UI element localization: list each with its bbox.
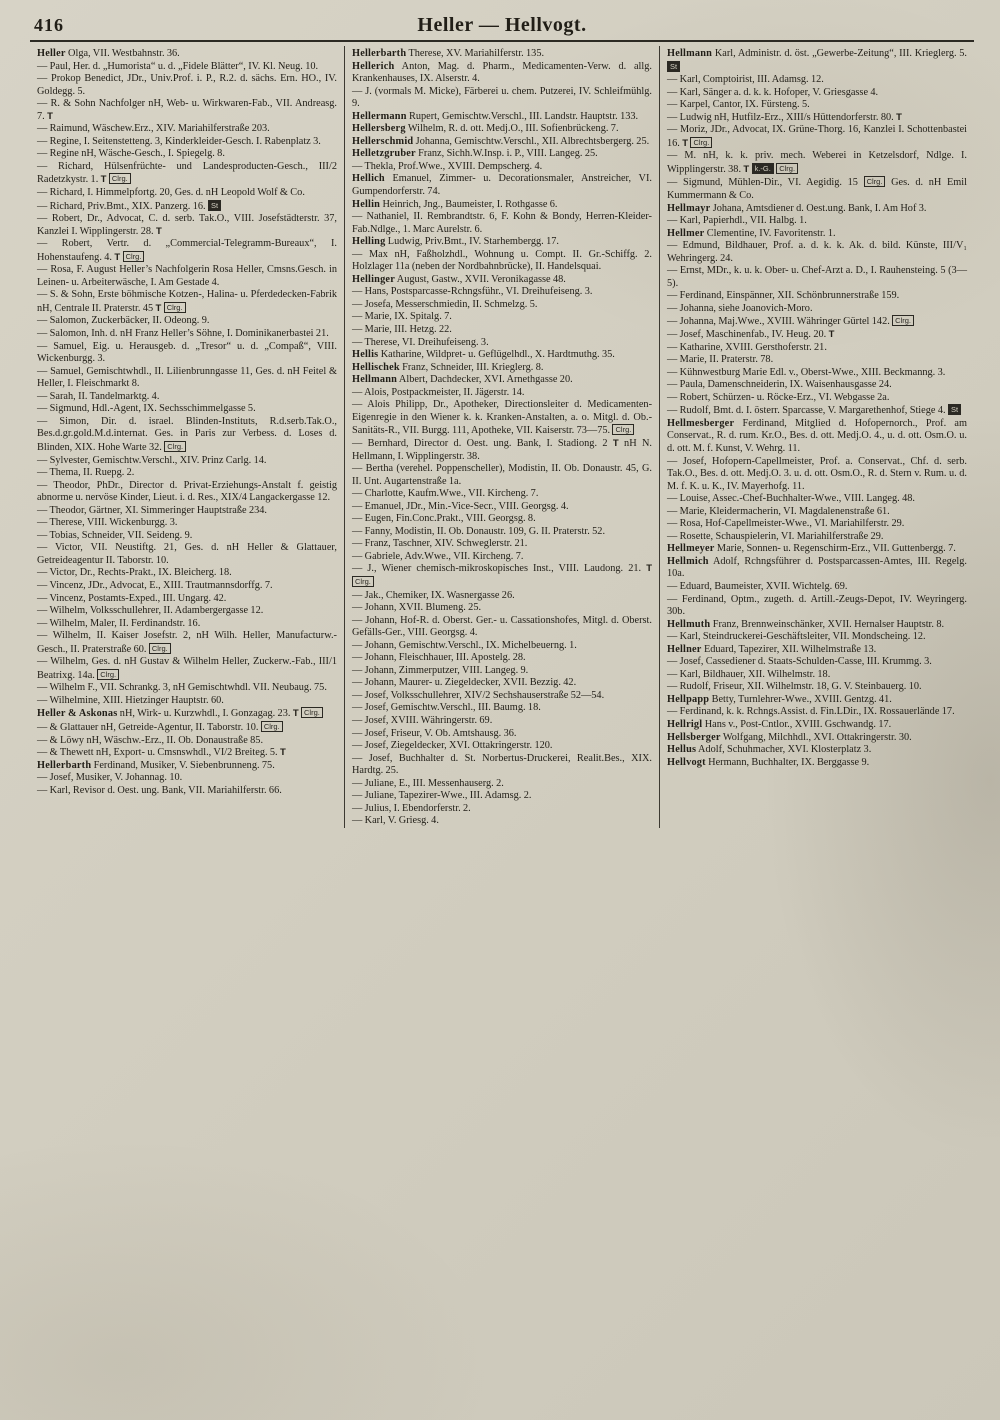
telephone-mark: T xyxy=(828,329,835,341)
directory-entry: — Tobias, Schneider, VII. Seideng. 9. xyxy=(37,529,193,541)
registry-badge: Clrg. xyxy=(690,137,712,148)
directory-entry: Hellmann Karl, Administr. d. öst. „Gewerbe-Zeitung“, III. Krieglerg. 5. St xyxy=(667,48,967,71)
directory-entry: Hellich Emanuel, Zimmer- u. Decorationsmaler, Anstreicher, VI. Gumpendorferstr. 74. xyxy=(352,173,652,198)
directory-entry: — Sarah, II. Tandelmarktg. 4. xyxy=(37,390,160,402)
directory-entry: — Karl, Sänger a. d. k. k. Hofoper, V. Griesgasse 4. xyxy=(667,86,879,98)
directory-entry: Helling Ludwig, Priv.Bmt., IV. Starhembergg. 17. xyxy=(352,236,560,248)
directory-entry: — Rosa, F. August Heller’s Nachfolgerin Rosa Heller, Cmsns.Gesch. in Leinen- u. Arbeiterwäsche, I. Am Gestade 4. xyxy=(37,264,337,288)
directory-entry: — Johann, Gemischtw.Verschl., IX. Michelbeuerng. 1. xyxy=(352,639,577,651)
directory-entry: — Fanny, Modistin, II. Ob. Donaustr. 109, G. II. Praterstr. 52. xyxy=(352,525,606,537)
directory-entry: — Sigmund, Mühlen-Dir., VI. Aegidig. 15 Clrg. Ges. d. nH Emil Kummermann & Co. xyxy=(667,177,967,202)
directory-entry: — Therese, VI. Dreihufeiseng. 3. xyxy=(352,336,489,348)
directory-entry: — Richard, Priv.Bmt., XIX. Panzerg. 16. St xyxy=(37,200,337,214)
directory-entry: Hellmuth Franz, Brennweinschänker, XVII. Hernalser Hauptstr. 8. xyxy=(667,618,945,630)
directory-entry: — Alois, Postpackmeister, II. Jägerstr. 14. xyxy=(352,386,525,398)
directory-entry: Heller & Askonas nH, Wirk- u. Kurzwhdl., I. Gonzagag. 23. T Clrg. xyxy=(37,707,337,721)
directory-entry: — Salomon, Inh. d. nH Franz Heller’s Söhne, I. Dominikanerbastei 21. xyxy=(37,328,329,340)
directory-entry: — Josef, XVIII. Währingerstr. 69. xyxy=(352,714,493,726)
directory-entry: — Karl, V. Griesg. 4. xyxy=(352,815,439,827)
directory-entry: Hellinger August, Gastw., XVII. Veronikagasse 48. xyxy=(352,273,566,285)
entry-surname: Hellich xyxy=(352,173,385,185)
directory-column-2 xyxy=(344,46,659,828)
directory-entry: — Regine, I. Seitenstetteng. 3, Kinderkleider-Gesch. I. Rabenplatz 3. xyxy=(37,135,321,147)
directory-entry: Hellerbarth Therese, XV. Mariahilferstr. 135. xyxy=(352,48,545,59)
directory-entry: — Juliane, E., III. Messenhauserg. 2. xyxy=(352,777,504,789)
telephone-mark: T xyxy=(646,563,652,575)
directory-entry: Hellin Heinrich, Jng., Baumeister, I. Rothgasse 6. xyxy=(352,198,558,210)
directory-entry: — Josef, Gemischtw.Verschl., III. Baumg. 18. xyxy=(352,702,541,714)
telephone-mark: T xyxy=(896,111,902,123)
entry-surname: Hellerbarth xyxy=(37,759,92,771)
directory-entry: — Prokop Benedict, JDr., Univ.Prof. i. P., R.2. d. sächs. Ern. HO., IV. Goldegg. 5. xyxy=(37,73,337,97)
entry-surname: Hellsberger xyxy=(667,731,721,743)
directory-entry: — Rudolf, Bmt. d. I. österr. Sparcasse, V. Margarethenhof, Stiege 4. St xyxy=(667,404,967,418)
directory-entry: — Bernhard, Director d. Oest. ung. Bank, I. Stadiong. 2 T nH N. Hellmann, I. Wipplingerstr. 38. xyxy=(352,437,652,462)
directory-entry: — Thema, II. Ruepg. 2. xyxy=(37,467,135,479)
directory-entry: Hellis Katharine, Wildpret- u. Geflügelhdl., X. Hardtmuthg. 35. xyxy=(352,349,615,361)
directory-entry: Hellerschmid Johanna, Gemischtw.Verschl., XII. Albrechtsbergerg. 25. xyxy=(352,135,650,147)
directory-entry: — & Thewett nH, Export- u. Cmsnswhdl., VI/2 Breiteg. 5. T xyxy=(37,747,286,759)
entry-surname: Hellner xyxy=(667,643,702,655)
directory-entry: — Robert, Dr., Advocat, C. d. serb. Tak.O., VIII. Josefstädterstr. 37, Kanzlei I. Wipplingerstr. 28. T xyxy=(37,213,337,237)
directory-entry: Hellmayr Johana, Amtsdiener d. Oest.ung. Bank, I. Am Hof 3. xyxy=(667,202,927,214)
directory-entry: — Victor, Dr., Rechts-Prakt., IX. Bleicherg. 18. xyxy=(37,567,232,579)
directory-entry: — Samuel, Gemischtwhdl., II. Lilienbrunngasse 11, Ges. d. nH Feitel & Heller, I. Fleischmarkt 8. xyxy=(37,365,337,390)
entry-surname: Hellmesberger xyxy=(667,417,735,429)
directory-entry: — Ferdinand, Einspänner, XII. Schönbrunnerstraße 159. xyxy=(667,290,900,302)
directory-entry: — Rosette, Schauspielerin, VI. Mariahilferstraße 29. xyxy=(667,530,884,542)
entry-surname: Hellmich xyxy=(667,555,709,567)
entry-surname: Hellersberg xyxy=(352,123,406,135)
page-number: 416 xyxy=(34,15,64,35)
directory-entry: — Wilhelm F., VII. Schrankg. 3, nH Gemischtwhdl. VII. Neubaug. 75. xyxy=(37,682,327,694)
entry-surname: Hellerbarth xyxy=(352,48,407,59)
directory-entry: Hellerbarth Ferdinand, Musiker, V. Siebenbrunneng. 75. xyxy=(37,759,275,771)
directory-entry: Hellpapp Betty, Turnlehrer-Wwe., XVIII. Gentzg. 41. xyxy=(667,693,892,705)
directory-entry: — Johanna, siehe Joanovich-Moro. xyxy=(667,302,813,314)
directory-entry: — Moriz, JDr., Advocat, IX. Grüne-Thorg. 16, Kanzlei I. Schottenbastei 16. T Clrg. xyxy=(667,124,967,149)
directory-entry: — Juliane, Tapezirer-Wwe., III. Adamsg. 2. xyxy=(352,790,532,802)
directory-entry: — Robert, Vertr. d. „Commercial-Telegramm-Bureaux“, I. Hohenstaufeng. 4. T Clrg. xyxy=(37,238,337,263)
header-rule xyxy=(30,40,974,42)
registry-badge: St xyxy=(208,200,221,211)
directory-entry: — Josef, Friseur, V. Ob. Amtshausg. 36. xyxy=(352,727,517,739)
directory-entry: — Regine nH, Wäsche-Gesch., I. Spiegelg. 8. xyxy=(37,148,225,160)
directory-entry: Hellrigl Hans v., Post-Cntlor., XVIII. Gschwandg. 17. xyxy=(667,718,892,730)
directory-entry: — Katharine, XVIII. Gersthoferstr. 21. xyxy=(667,341,827,353)
directory-entry: — Vincenz, Postamts-Exped., III. Ungarg. 42. xyxy=(37,592,227,604)
directory-entry: — Josef, Buchhalter d. St. Norbertus-Druckerei, Realit.Bes., XIX. Hardtg. 25. xyxy=(352,752,652,777)
directory-entry: — Karpel, Cantor, IX. Fürsteng. 5. xyxy=(667,99,810,111)
registry-badge: Clrg. xyxy=(97,669,119,680)
directory-entry: — Marie, III. Hetzg. 22. xyxy=(352,324,452,336)
directory-entry: — Therese, VIII. Wickenburgg. 3. xyxy=(37,517,178,529)
directory-entry: — Gabriele, Adv.Wwe., VII. Kircheng. 7. xyxy=(352,550,524,562)
directory-entry: — Louise, Assec.-Chef-Buchhalter-Wwe., VIII. Langeg. 48. xyxy=(667,493,915,505)
registry-badge: Clrg. xyxy=(149,643,171,654)
directory-entry: — Wilhelmine, XIII. Hietzinger Hauptstr. 60. xyxy=(37,694,224,706)
directory-entry: Hellischek Franz, Schneider, III. Krieglerg. 8. xyxy=(352,361,544,373)
telephone-mark: T xyxy=(100,174,107,186)
entry-surname: Hellmayr xyxy=(667,202,711,214)
directory-entry: — Johann, Hof-R. d. Oberst. Ger.- u. Cassationshofes, Mitgl. d. Oberst. Gefälls-Ger., VIII. Georgsg. 4. xyxy=(352,614,652,639)
directory-entry: — Marie, Kleidermacherin, VI. Magdalenenstraße 61. xyxy=(667,505,890,517)
directory-entry: — Sylvester, Gemischtw.Verschl., XIV. Prinz Carlg. 14. xyxy=(37,454,267,466)
page-header xyxy=(30,14,974,40)
directory-entry: — J., Wiener chemisch-mikroskopisches Inst., VIII. Laudong. 21. T Clrg. xyxy=(352,563,652,586)
entry-surname: Heller & Askonas xyxy=(37,708,118,720)
directory-entry: Hellus Adolf, Schuhmacher, XVI. Klosterplatz 3. xyxy=(667,744,872,756)
registry-badge: St xyxy=(948,404,961,415)
directory-entry: — Thekla, Prof.Wwe., XVIII. Dempscherg. 4. xyxy=(352,160,543,172)
directory-entry: — Max nH, Faßholzhdl., Wohnung u. Compt. II. Gr.-Schiffg. 2. Holzlager 11a (neben der Nordbahnbrücke), II. Handelsquai. xyxy=(352,248,652,273)
directory-entry: — Wilhelm, Ges. d. nH Gustav & Wilhelm Heller, Zuckerw.-Fab., III/1 Beatrixg. 14a. Clrg. xyxy=(37,656,337,681)
directory-entry: — Marie, II. Praterstr. 78. xyxy=(667,354,774,366)
directory-entry: — Karl, Comptoirist, III. Adamsg. 12. xyxy=(667,74,824,86)
directory-entry: — Richard, I. Himmelpfortg. 20, Ges. d. nH Leopold Wolf & Co. xyxy=(37,187,305,199)
registry-badge: Clrg. xyxy=(109,173,131,184)
directory-entry: — Hans, Postsparcasse-Rchngsführ., VI. Dreihufeiseng. 3. xyxy=(352,286,593,298)
directory-entry: — Karl, Bildhauer, XII. Wilhelmstr. 18. xyxy=(667,668,831,680)
directory-entry: Hellmer Clementine, IV. Favoritenstr. 1. xyxy=(667,227,836,239)
directory-entry: — Eduard, Baumeister, XVII. Wichtelg. 69. xyxy=(667,580,848,592)
directory-entry: — Karl, Steindruckerei-Geschäftsleiter, VII. Mondscheing. 12. xyxy=(667,631,926,643)
directory-entry: Heller Olga, VII. Westbahnstr. 36. xyxy=(37,48,180,59)
directory-column-1 xyxy=(30,46,344,828)
directory-entry: — Johann, Fleischhauer, III. Apostelg. 28. xyxy=(352,652,526,664)
entry-surname: Hellerich xyxy=(352,60,395,72)
entry-surname: Hellmeyer xyxy=(667,543,715,555)
telephone-mark: T xyxy=(292,708,299,720)
directory-entry: — Sigmund, Hdl.-Agent, IX. Sechsschimmelgasse 5. xyxy=(37,403,256,415)
directory-entry: — Kühnwestburg Marie Edl. v., Oberst-Wwe., XIII. Beckmanng. 3. xyxy=(667,366,946,378)
directory-entry: Hellmann Albert, Dachdecker, XVI. Arnethgasse 20. xyxy=(352,374,573,386)
entry-surname: Hellmann xyxy=(667,48,713,59)
directory-entry: — Bertha (verehel. Poppenscheller), Modistin, II. Ob. Donaustr. 45, G. II. Unt. Augartenstraße 1a. xyxy=(352,463,652,487)
entry-surname: Helletzgruber xyxy=(352,148,416,160)
directory-entry: — Josef, Volksschullehrer, XIV/2 Sechshauserstraße 52—54. xyxy=(352,689,605,701)
directory-entry: — Julius, I. Ebendorferstr. 2. xyxy=(352,802,471,814)
registry-badge: Clrg. xyxy=(352,576,374,587)
directory-entry: — Paula, Damenschneiderin, IX. Waisenhausgasse 24. xyxy=(667,379,892,391)
directory-entry: — Richard, Hülsenfrüchte- und Landesproducten-Gesch., III/2 Radetzkystr. 1. T Clrg. xyxy=(37,160,337,186)
registry-badge: Clrg. xyxy=(892,315,914,326)
directory-entry: — Ludwig nH, Hutfilz-Erz., XIII/s Hüttendorferstr. 80. T xyxy=(667,111,902,123)
entry-surname: Hellinger xyxy=(352,273,395,285)
directory-entry: — Wilhelm, II. Kaiser Josefstr. 2, nH Wilh. Heller, Manufacturw.-Gesch., II. Praterstraße 60. Clrg. xyxy=(37,630,337,655)
registry-badge: Clrg. xyxy=(164,441,186,452)
telephone-mark: T xyxy=(612,437,619,449)
directory-entry: Hellerich Anton, Mag. d. Pharm., Medicamenten-Verw. d. allg. Krankenhauses, IX. Alserstr. 4. xyxy=(352,60,652,85)
entry-surname: Heller xyxy=(37,48,66,59)
registry-badge: Clrg. xyxy=(612,424,634,435)
directory-columns xyxy=(30,46,974,828)
entry-surname: Hellerschmid xyxy=(352,135,414,147)
registry-badge: St xyxy=(667,61,680,72)
directory-entry: — Ferdinand, k. k. Rchngs.Assist. d. Fin.LDir., IX. Rossauerlände 17. xyxy=(667,706,955,718)
directory-entry: — & Glattauer nH, Getreide-Agentur, II. Taborstr. 10. Clrg. xyxy=(37,721,337,735)
directory-entry: Hellermann Rupert, Gemischtw.Verschl., III. Landstr. Hauptstr. 133. xyxy=(352,110,639,122)
directory-entry: — Josef, Cassediener d. Staats-Schulden-Casse, III. Krummg. 3. xyxy=(667,656,932,668)
entry-surname: Hellermann xyxy=(352,110,407,122)
directory-entry: — Ferdinand, Optm., zugeth. d. Artill.-Zeugs-Depot, IV. Weyringerg. 30b. xyxy=(667,593,967,618)
entry-surname: Hellvogt xyxy=(667,756,706,768)
telephone-mark: T xyxy=(743,163,750,175)
telephone-mark: T xyxy=(47,110,53,122)
directory-entry: — & Löwy nH, Wäschw.-Erz., II. Ob. Donaustraße 85. xyxy=(37,734,264,746)
page-title: Heller — Hellvogt. xyxy=(417,14,587,36)
registry-badge: Clrg. xyxy=(164,302,186,313)
directory-entry: — Theodor, Gärtner, XI. Simmeringer Hauptstraße 234. xyxy=(37,504,267,516)
entry-surname: Helling xyxy=(352,236,386,248)
entry-surname: Hellischek xyxy=(352,361,400,373)
directory-entry: — Samuel, Eig. u. Herausgeb. d. „Tresor“ u. d. „Compaß“, VIII. Wickenburgg. 3. xyxy=(37,340,337,365)
directory-entry: — Edmund, Bildhauer, Prof. a. d. k. k. Ak. d. bild. Künste, III/V₁ Wehringerg. 24. xyxy=(667,240,967,264)
directory-entry: Hellmich Adolf, Rchngsführer d. Postsparcassen-Amtes, III. Regelg. 10a. xyxy=(667,555,967,580)
directory-entry: — Vincenz, JDr., Advocat, E., XIII. Trautmannsdorffg. 7. xyxy=(37,579,273,591)
entry-surname: Hellrigl xyxy=(667,718,703,730)
directory-entry: — Karl, Revisor d. Oest. ung. Bank, VII. Mariahilferstr. 66. xyxy=(37,784,282,796)
directory-entry: — Alois Philipp, Dr., Apotheker, Directionsleiter d. Medicamenten-Eigenregie in den Wiener k. k. Kranken-Anstalten, a. o. Mitgl. d. Ob.-Sanitäts-R., VII. Burgg. 111, Apotheke, VII. Kaiserstr. 73—75. Clrg. xyxy=(352,399,652,437)
telephone-mark: T xyxy=(280,747,286,759)
directory-entry: — Nathaniel, II. Rembrandtstr. 6, F. Kohn & Bondy, Herren-Kleider-Fab.Ndlge., 1. Marc Aurelstr. 6. xyxy=(352,211,652,235)
directory-entry: — S. & Sohn, Erste böhmische Kotzen-, Halina- u. Pferdedecken-Fabrik nH, Centrale II. Praterstr. 45 T Clrg. xyxy=(37,289,337,314)
directory-entry: — Salomon, Zuckerbäcker, II. Odeong. 9. xyxy=(37,315,210,327)
directory-entry: Helletzgruber Franz, Sichh.W.Insp. i. P., VIII. Langeg. 25. xyxy=(352,148,598,160)
telephone-mark: T xyxy=(155,302,162,314)
directory-entry: — M. nH, k. k. priv. mech. Weberei in Ketzelsdorf, Ndlge. I. Wipplingerstr. 38. T k.-G. Clrg. xyxy=(667,150,967,175)
directory-entry: — Josef, Maschinenfab., IV. Heug. 20. T xyxy=(667,329,835,341)
directory-entry: — Wilhelm, Maler, II. Ferdinandstr. 16. xyxy=(37,617,201,629)
entry-surname: Hellmann xyxy=(352,374,398,386)
entry-surname: Hellmuth xyxy=(667,618,711,630)
directory-entry: — Josef, Musiker, V. Johannag. 10. xyxy=(37,772,183,784)
registry-badge: Clrg. xyxy=(301,707,323,718)
directory-entry: — J. (vormals M. Micke), Färberei u. chem. Putzerei, IV. Schleifmühlg. 9. xyxy=(352,85,652,110)
directory-entry: — R. & Sohn Nachfolger nH, Web- u. Wirkwaren-Fab., VII. Andreasg. 7. T xyxy=(37,98,337,122)
entry-surname: Hellmer xyxy=(667,227,705,239)
directory-entry: — Rudolf, Friseur, XII. Wilhelmstr. 18, G. V. Steinbauerg. 10. xyxy=(667,681,922,693)
directory-entry: Hellner Eduard, Tapezirer, XII. Wilhelmstraße 13. xyxy=(667,643,877,655)
directory-entry: — Raimund, Wäschew.Erz., XIV. Mariahilferstraße 203. xyxy=(37,123,270,135)
directory-entry: — Josefa, Messerschmiedin, II. Schmelzg. 5. xyxy=(352,298,538,310)
telephone-mark: T xyxy=(156,225,162,237)
entry-surname: Hellis xyxy=(352,349,379,361)
entry-surname: Hellin xyxy=(352,198,381,210)
telephone-mark: T xyxy=(682,137,689,149)
registry-badge: Clrg. xyxy=(123,251,145,262)
directory-entry: — Ernst, MDr., k. u. k. Ober- u. Chef-Arzt a. D., I. Rauhensteing. 5 (3—5). xyxy=(667,265,967,289)
directory-entry: — Josef, Hofopern-Capellmeister, Prof. a. Conservat., Chf. d. serb. Tak.O., Bes. d. ott. Medj.O. 3. u. d. ott. Osm.O., R. d. Stern v. Rum. u. d. M. f. K. u. K., IV. Mayerhofg. 11. xyxy=(667,455,967,492)
directory-entry: — Eugen, Fin.Conc.Prakt., VIII. Georgsg. 8. xyxy=(352,513,536,525)
directory-entry: — Johann, XVII. Blumeng. 25. xyxy=(352,602,482,614)
directory-entry: — Victor, VII. Neustiftg. 21, Ges. d. nH Heller & Glattauer, Getreideagentur II. Taborstr. 10. xyxy=(37,542,337,566)
registry-badge: k.-G. xyxy=(752,163,774,174)
directory-entry: — Rosa, Hof-Capellmeister-Wwe., VI. Mariahilferstr. 29. xyxy=(667,518,905,530)
entry-surname: Hellus xyxy=(667,744,697,756)
directory-entry: — Marie, IX. Spitalg. 7. xyxy=(352,311,452,323)
directory-entry: Hellersberg Wilhelm, R. d. ott. Medj.O., III. Sofienbrückeng. 7. xyxy=(352,123,619,135)
directory-entry: — Johanna, Maj.Wwe., XVIII. Währinger Gürtel 142. Clrg. xyxy=(667,315,967,329)
directory-entry: Hellmeyer Marie, Sonnen- u. Regenschirm-Erz., VII. Guttenbergg. 7. xyxy=(667,543,956,555)
directory-entry: Hellsberger Wolfgang, Milchhdl., XVI. Ottakringerstr. 30. xyxy=(667,731,912,743)
entry-surname: Hellpapp xyxy=(667,693,710,705)
registry-badge: Clrg. xyxy=(776,163,798,174)
directory-entry: — Emanuel, JDr., Min.-Vice-Secr., VIII. Georgsg. 4. xyxy=(352,500,569,512)
directory-entry: Hellvogt Hermann, Buchhalter, IX. Berggasse 9. xyxy=(667,756,870,768)
directory-entry: — Karl, Papierhdl., VII. Halbg. 1. xyxy=(667,215,807,227)
directory-entry: — Franz, Taschner, XIV. Schweglerstr. 21. xyxy=(352,538,528,550)
directory-entry: — Johann, Maurer- u. Ziegeldecker, XVII. Bezzig. 42. xyxy=(352,677,577,689)
directory-entry: Hellmesberger Ferdinand, Mitglied d. Hofopernorch., Prof. am Conservat., R. d. rum. Kr.O., Bes. d. ott. Medj.O. 4., u. d. ott. Osm.O. u. d. ott. M. f. Kunst, V. Wehrg. 11. xyxy=(667,417,967,454)
directory-entry: — Wilhelm, Volksschullehrer, II. Adambergergasse 12. xyxy=(37,605,264,617)
directory-entry: — Charlotte, Kaufm.Wwe., VII. Kircheng. 7. xyxy=(352,488,539,500)
directory-column-3 xyxy=(659,46,974,828)
directory-entry: — Jak., Chemiker, IX. Wasnergasse 26. xyxy=(352,589,515,601)
directory-entry: — Simon, Dir. d. israel. Blinden-Instituts, R.d.serb.Tak.O., Bes.d.gr.gold.M.d.internat. Ges. in Paris zur Verbess. d. Loses d. Blinden, XIX. Hohe Warte 32. Clrg. xyxy=(37,415,337,453)
directory-entry: — Theodor, PhDr., Director d. Privat-Erziehungs-Anstalt f. geistig abnorme u. nervöse Kinder, Lieut. i. d. Res., XIX/4 Langackergasse 12. xyxy=(37,479,337,504)
telephone-mark: T xyxy=(114,251,121,263)
directory-entry: — Paul, Her. d. „Humorista“ u. d. „Fidele Blätter“, IV. Kl. Neug. 10. xyxy=(37,60,319,72)
directory-entry: — Johann, Zimmerputzer, VIII. Langeg. 9. xyxy=(352,664,529,676)
registry-badge: Clrg. xyxy=(864,176,886,187)
directory-entry: — Robert, Schürzen- u. Röcke-Erz., VI. Webgasse 2a. xyxy=(667,391,890,403)
registry-badge: Clrg. xyxy=(261,721,283,732)
directory-entry: — Josef, Ziegeldecker, XVI. Ottakringerstr. 120. xyxy=(352,740,553,752)
